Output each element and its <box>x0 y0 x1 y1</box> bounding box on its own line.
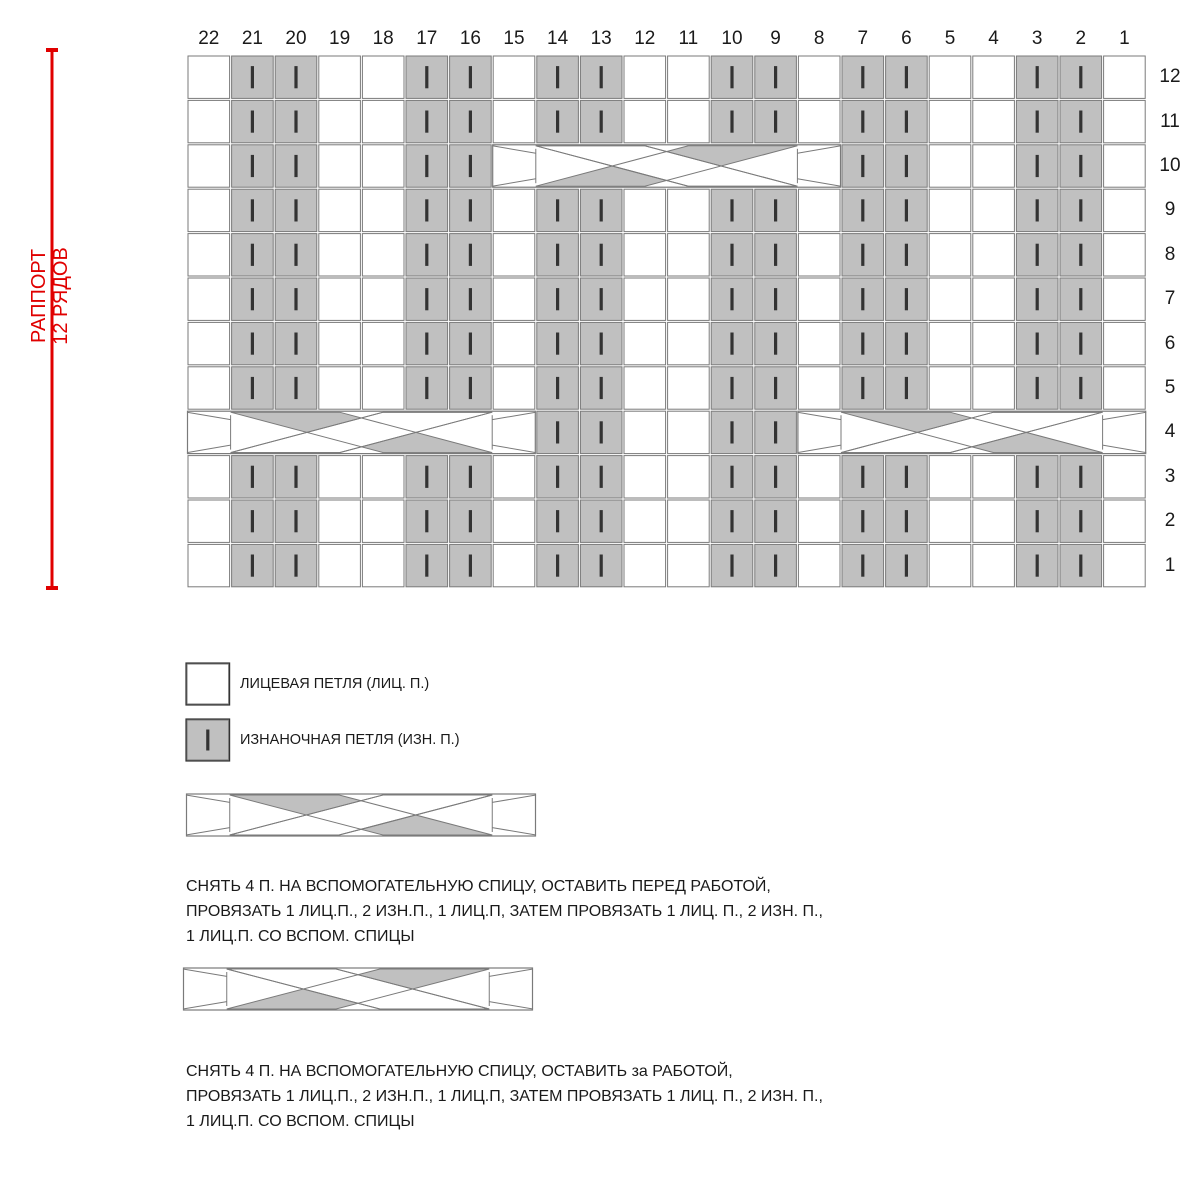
stitch-r8-c1 <box>1104 234 1146 276</box>
stitch-r1-c1 <box>1104 544 1146 586</box>
stitch-r7-c4 <box>973 278 1015 320</box>
stitch-r9-c1 <box>1104 189 1146 231</box>
row-number: 10 <box>1159 155 1181 176</box>
stitch-r9-c11 <box>668 189 710 231</box>
cable-back-line-1: СНЯТЬ 4 П. НА ВСПОМОГАТЕЛЬНУЮ СПИЦУ, ОСТАВИТЬ за РАБОТОЙ, <box>186 1063 733 1080</box>
column-number: 2 <box>1075 28 1087 49</box>
stitch-r9-c22 <box>188 189 230 231</box>
cable-r4-1 <box>797 411 1146 453</box>
column-number: 1 <box>1119 28 1130 49</box>
row-number: 1 <box>1164 554 1176 576</box>
stitch-r3-c5 <box>929 456 971 498</box>
stitch-r11-c5 <box>929 100 971 142</box>
stitch-r5-c4 <box>973 367 1015 409</box>
stitch-r10-c4 <box>973 145 1015 187</box>
stitch-r5-c12 <box>624 367 666 409</box>
row-number: 6 <box>1164 332 1176 354</box>
row-number: 8 <box>1164 243 1176 265</box>
column-number: 14 <box>547 28 569 49</box>
stitch-r6-c15 <box>493 322 535 364</box>
stitch-r11-c8 <box>798 100 840 142</box>
stitch-r6-c5 <box>929 322 971 364</box>
column-number: 4 <box>988 28 999 49</box>
column-number: 22 <box>198 28 220 49</box>
stitch-r1-c15 <box>493 544 535 586</box>
column-number: 15 <box>503 28 525 49</box>
stitch-r9-c15 <box>493 189 535 231</box>
stitch-r7-c11 <box>668 278 710 320</box>
stitch-r8-c22 <box>188 234 230 276</box>
row-number: 11 <box>1160 110 1180 132</box>
stitch-r4-c11 <box>668 411 710 453</box>
stitch-r9-c4 <box>973 189 1015 231</box>
stitch-r5-c18 <box>362 367 404 409</box>
stitch-r6-c1 <box>1104 322 1146 364</box>
stitch-r5-c11 <box>668 367 710 409</box>
stitch-r6-c8 <box>798 322 840 364</box>
stitch-r10-c1 <box>1104 145 1146 187</box>
stitch-r11-c11 <box>668 100 710 142</box>
stitch-r8-c12 <box>624 234 666 276</box>
row-number: 7 <box>1164 288 1176 310</box>
stitch-r11-c15 <box>493 100 535 142</box>
stitch-r7-c15 <box>493 278 535 320</box>
stitch-r5-c22 <box>188 367 230 409</box>
stitch-r7-c12 <box>624 278 666 320</box>
stitch-r12-c19 <box>319 56 361 98</box>
stitch-r3-c1 <box>1104 456 1146 498</box>
column-number: 21 <box>241 28 263 49</box>
row-number: 3 <box>1164 465 1176 487</box>
stitch-r5-c5 <box>929 367 971 409</box>
stitch-r12-c4 <box>973 56 1015 98</box>
stitch-r10-c22 <box>188 145 230 187</box>
column-number: 6 <box>901 28 912 49</box>
stitch-r2-c12 <box>624 500 666 542</box>
stitch-r12-c12 <box>624 56 666 98</box>
stitch-r3-c22 <box>188 456 230 498</box>
stitch-r2-c1 <box>1104 500 1146 542</box>
column-number: 19 <box>329 28 351 49</box>
stitch-r12-c1 <box>1104 56 1146 98</box>
stitch-r12-c11 <box>668 56 710 98</box>
stitch-r2-c18 <box>362 500 404 542</box>
row-number: 5 <box>1164 377 1176 398</box>
column-number: 18 <box>372 28 394 49</box>
rapport-label-line1: РАППОРТ <box>28 248 50 344</box>
cable-r10-0 <box>492 145 841 187</box>
stitch-r7-c8 <box>798 278 840 320</box>
stitch-r6-c4 <box>973 322 1015 364</box>
stitch-r8-c5 <box>929 234 971 276</box>
stitch-r2-c22 <box>188 500 230 542</box>
stitch-r1-c19 <box>319 544 361 586</box>
stitch-r8-c4 <box>973 234 1015 276</box>
stitch-r11-c18 <box>362 100 404 142</box>
legend-cable-front-description <box>186 874 823 949</box>
cable-back-line-3: 1 ЛИЦ.П. СО ВСПОМ. СПИЦЫ <box>186 1113 415 1130</box>
stitch-r5-c15 <box>493 367 535 409</box>
stitch-r3-c12 <box>624 456 666 498</box>
rapport-label <box>28 146 72 446</box>
stitch-r9-c8 <box>798 189 840 231</box>
stitch-r12-c8 <box>798 56 840 98</box>
column-number: 20 <box>285 28 307 49</box>
stitch-r4-c12 <box>624 411 666 453</box>
column-number: 16 <box>459 28 481 49</box>
stitch-r11-c4 <box>973 100 1015 142</box>
column-number: 7 <box>857 28 869 49</box>
legend-knit-label: ЛИЦЕВАЯ ПЕТЛЯ (ЛИЦ. П.) <box>240 676 430 692</box>
stitch-r10-c18 <box>362 145 404 187</box>
column-number: 8 <box>813 28 825 49</box>
stitch-r11-c1 <box>1104 100 1146 142</box>
stitch-r7-c18 <box>362 278 404 320</box>
stitch-r2-c19 <box>319 500 361 542</box>
column-number: 5 <box>944 28 956 49</box>
stitch-r1-c4 <box>973 544 1015 586</box>
row-number: 9 <box>1164 199 1176 221</box>
legend-cable-front-symbol <box>186 794 536 836</box>
rapport-label-line2: 12 РЯДОВ <box>50 247 72 345</box>
stitch-r6-c19 <box>319 322 361 364</box>
stitch-r1-c22 <box>188 544 230 586</box>
stitch-r3-c15 <box>493 456 535 498</box>
cable-front-line-1: СНЯТЬ 4 П. НА ВСПОМОГАТЕЛЬНУЮ СПИЦУ, ОСТАВИТЬ ПЕРЕД РАБОТОЙ, <box>186 878 771 895</box>
stitch-r7-c22 <box>188 278 230 320</box>
stitch-r9-c18 <box>362 189 404 231</box>
stitch-r9-c12 <box>624 189 666 231</box>
stitch-r7-c5 <box>929 278 971 320</box>
row-number: 12 <box>1159 66 1181 88</box>
stitch-r12-c5 <box>929 56 971 98</box>
stitch-r2-c15 <box>493 500 535 542</box>
stitch-r2-c8 <box>798 500 840 542</box>
stitch-r11-c12 <box>624 100 666 142</box>
stitch-r6-c22 <box>188 322 230 364</box>
legend-cable-back-symbol <box>183 968 533 1010</box>
row-number: 2 <box>1164 510 1176 532</box>
column-number: 13 <box>590 28 612 49</box>
stitch-r12-c15 <box>493 56 535 98</box>
cable-back-line-2: ПРОВЯЗАТЬ 1 ЛИЦ.П., 2 ИЗН.П., 1 ЛИЦ.П, ЗАТЕМ ПРОВЯЗАТЬ 1 ЛИЦ. П., 2 ИЗН. П., <box>186 1088 823 1105</box>
stitch-r3-c8 <box>798 456 840 498</box>
stitch-r9-c5 <box>929 189 971 231</box>
stitch-r6-c11 <box>668 322 710 364</box>
cable-front-line-3: 1 ЛИЦ.П. СО ВСПОМ. СПИЦЫ <box>186 928 415 945</box>
stitch-r6-c18 <box>362 322 404 364</box>
stitch-r5-c1 <box>1104 367 1146 409</box>
stitch-r8-c15 <box>493 234 535 276</box>
stitch-r3-c11 <box>668 456 710 498</box>
stitch-r10-c5 <box>929 145 971 187</box>
stitch-r7-c19 <box>319 278 361 320</box>
stitch-r6-c12 <box>624 322 666 364</box>
stitch-r11-c22 <box>188 100 230 142</box>
stitch-r5-c19 <box>319 367 361 409</box>
legend-purl-label: ИЗНАНОЧНАЯ ПЕТЛЯ (ИЗН. П.) <box>240 732 460 748</box>
stitch-r8-c11 <box>668 234 710 276</box>
stitch-r2-c5 <box>929 500 971 542</box>
stitch-r8-c18 <box>362 234 404 276</box>
cable-front-line-2: ПРОВЯЗАТЬ 1 ЛИЦ.П., 2 ИЗН.П., 1 ЛИЦ.П, ЗАТЕМ ПРОВЯЗАТЬ 1 ЛИЦ. П., 2 ИЗН. П., <box>186 903 823 920</box>
stitch-r3-c19 <box>319 456 361 498</box>
column-number: 10 <box>721 28 743 49</box>
column-number: 3 <box>1031 28 1043 49</box>
stitch-r7-c1 <box>1104 278 1146 320</box>
stitch-r3-c4 <box>973 456 1015 498</box>
stitch-r3-c18 <box>362 456 404 498</box>
stitch-r8-c19 <box>319 234 361 276</box>
stitch-r9-c19 <box>319 189 361 231</box>
stitch-r12-c22 <box>188 56 230 98</box>
stitch-r2-c11 <box>668 500 710 542</box>
stitch-r11-c19 <box>319 100 361 142</box>
stitch-r5-c8 <box>798 367 840 409</box>
column-number: 9 <box>770 28 781 49</box>
cable-r4-0 <box>187 411 536 453</box>
stitch-r1-c18 <box>362 544 404 586</box>
stitch-r2-c4 <box>973 500 1015 542</box>
stitch-r1-c8 <box>798 544 840 586</box>
column-number: 11 <box>678 28 699 49</box>
row-number: 4 <box>1164 421 1176 443</box>
stitch-r1-c11 <box>668 544 710 586</box>
legend-knit-swatch <box>187 664 229 704</box>
stitch-r12-c18 <box>362 56 404 98</box>
stitch-r1-c5 <box>929 544 971 586</box>
column-number: 12 <box>634 28 656 49</box>
stitch-r10-c19 <box>319 145 361 187</box>
column-number: 17 <box>416 28 438 49</box>
legend-cable-back-description <box>186 1059 823 1134</box>
stitch-r8-c8 <box>798 234 840 276</box>
stitch-r1-c12 <box>624 544 666 586</box>
